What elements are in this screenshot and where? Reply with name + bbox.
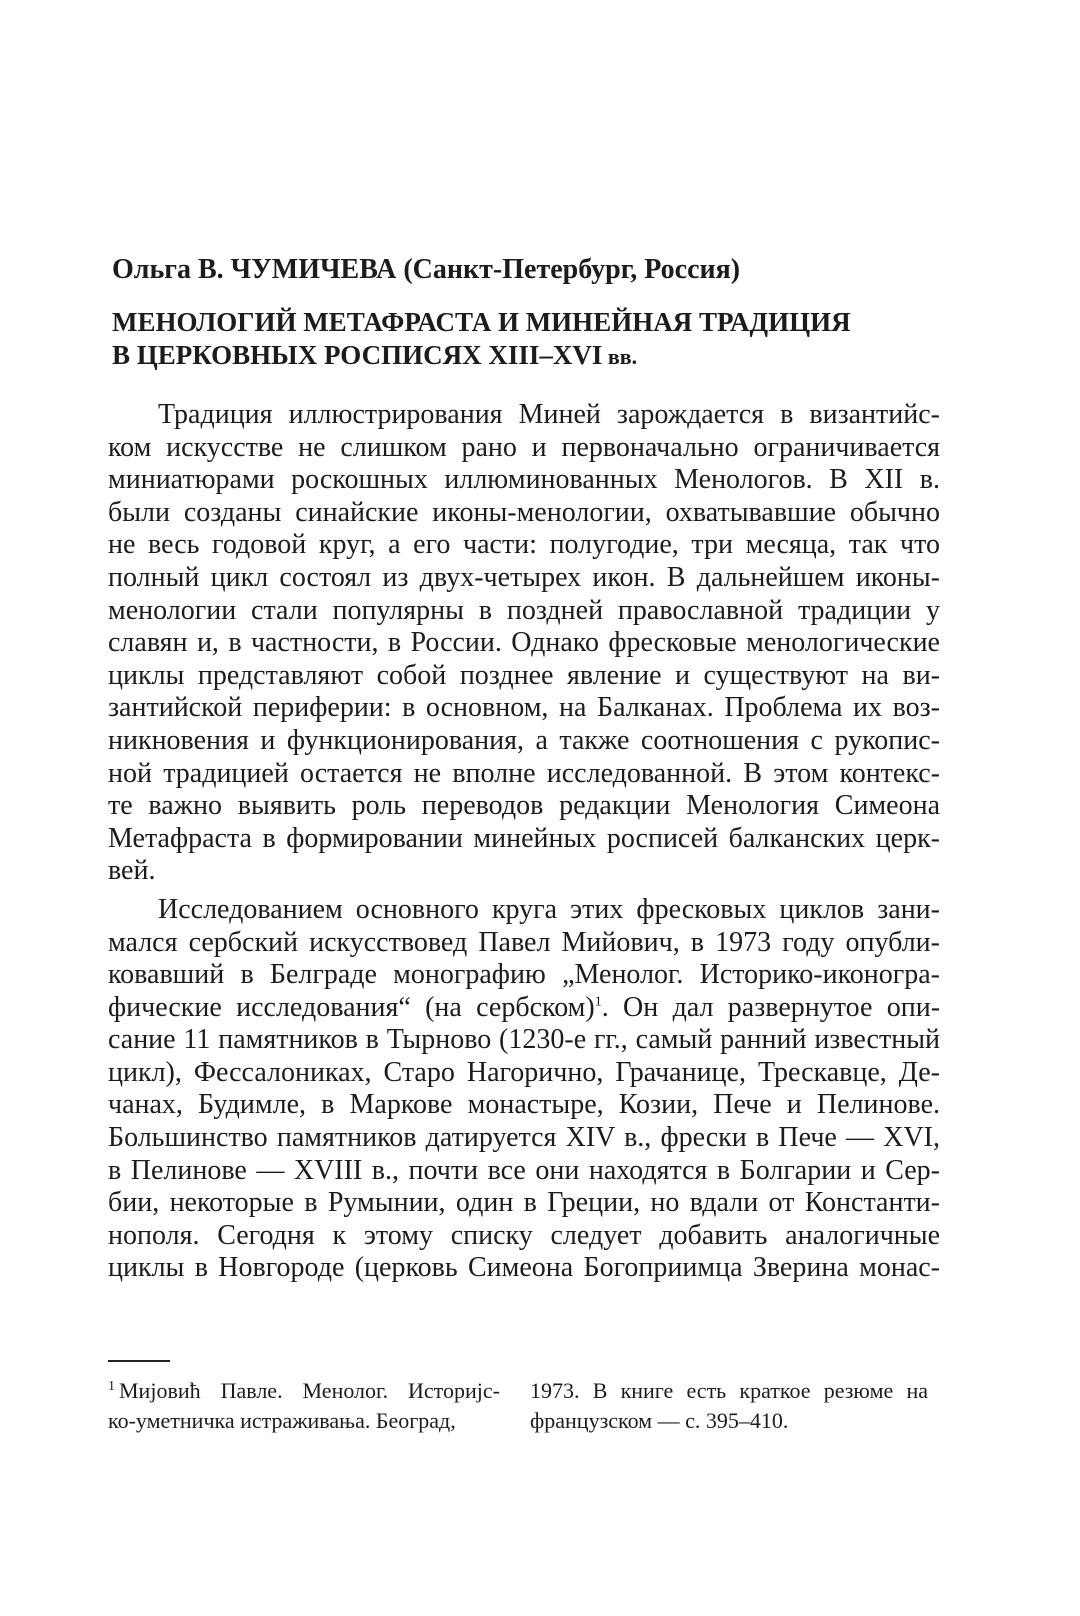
title-line-1: МЕНОЛОГИЙ МЕТАФРАСТА И МИНЕЙНАЯ ТРАДИЦИЯ: [112, 307, 851, 337]
article-body: [108, 399, 940, 1285]
body-line: не весь годовой круг, а его части: полугодие, три месяца, так что: [108, 529, 940, 561]
footnote-line: ко-уметничка истраживања. Београд,: [108, 1408, 456, 1433]
body-line: миниатюрами роскошных иллюминованных Менологов. В XII в.: [108, 464, 940, 496]
body-line: сание 11 памятников в Тырново (1230-е гг., самый ранний известный: [108, 1024, 940, 1056]
title-century-suffix: вв.: [602, 344, 638, 369]
footnote-marker: 1: [108, 1378, 115, 1394]
article-title: [112, 306, 972, 373]
body-line: Метафраста в формировании минейных росписей балканских церк-: [108, 822, 940, 854]
footnote-left-column: [108, 1376, 500, 1436]
body-line: те важно выявить роль переводов редакции Менология Симеона: [108, 790, 940, 822]
footnote-right-column: [530, 1376, 928, 1436]
body-line: мался сербский искусствовед Павел Мийович, в 1973 году опубли-: [108, 926, 940, 958]
body-line: зантийской периферии: в основном, на Балканах. Проблема их воз-: [108, 692, 940, 724]
body-line: менологии стали популярны в поздней православной традиции у: [108, 594, 940, 626]
body-line-segment: . Он дал развернутое опи-: [601, 991, 941, 1023]
body-line: чанах, Будимле, в Маркове монастыре, Козии, Пече и Пелинове.: [108, 1089, 940, 1121]
body-line: бии, некоторые в Румынии, один в Греции, но вдали от Константи-: [108, 1187, 940, 1219]
paragraph-2: [108, 894, 940, 1285]
footnote-line: французском — с. 395–410.: [530, 1408, 789, 1433]
footnote-line: 1973. В книге есть краткое резюме на: [530, 1378, 928, 1403]
body-line: полный цикл состоял из двух-четырех икон. В дальнейшем иконы-: [108, 561, 940, 593]
body-line: были созданы синайские иконы-менологии, охватывавшие обычно: [108, 496, 940, 528]
body-line: вей.: [108, 855, 156, 887]
body-line-with-footnote-ref: [108, 992, 940, 1025]
footnote-reference[interactable]: 1: [594, 994, 602, 1010]
title-line-2: [112, 339, 972, 373]
body-line: ной традицией остается не вполне исследованной. В этом контекс-: [108, 757, 940, 789]
body-line: циклы в Новгороде (церковь Симеона Богоприимца Зверина монас-: [108, 1252, 940, 1284]
footnote-line: [108, 1376, 500, 1406]
body-line: ковавший в Белграде монографию „Менолог. Историко-иконогра-: [108, 959, 940, 991]
body-line: Большинство памятников датируется XIV в., фрески в Пече — XVI,: [108, 1122, 940, 1154]
body-line: в Пелинове — XVIII в., почти все они находятся в Болгарии и Сер-: [108, 1154, 940, 1186]
body-line: ком искусстве не слишком рано и первоначально ограничивается: [108, 431, 940, 463]
body-line: Традиция иллюстрирования Миней зарождается в византийс-: [158, 399, 940, 430]
body-line: нополя. Сегодня к этому списку следует добавить аналогичные: [108, 1219, 940, 1251]
author-line: Ольга В. ЧУМИЧЕВА (Санкт-Петербург, Россия): [112, 254, 741, 285]
body-line: никновения и функционирования, а также соотношения с рукопис-: [108, 724, 940, 756]
body-line-segment: фические исследования“ (на сербском): [108, 991, 595, 1023]
body-line: цикл), Фессалониках, Старо Нагорично, Грачанице, Трескавце, Де-: [108, 1056, 940, 1088]
footnote-text: Мијовић Павле. Менолог. Историјс-: [119, 1378, 500, 1403]
body-line: Исследованием основного круга этих фресковых циклов зани-: [158, 893, 940, 925]
body-line: циклы представляют собой позднее явление и существуют на ви-: [108, 659, 940, 691]
body-line: славян и, в частности, в России. Однако фресковые менологические: [108, 627, 940, 659]
footnote-divider: [108, 1360, 170, 1362]
title-line-2-main: В ЦЕРКОВНЫХ РОСПИСЯХ XIII–XVI: [112, 340, 603, 370]
